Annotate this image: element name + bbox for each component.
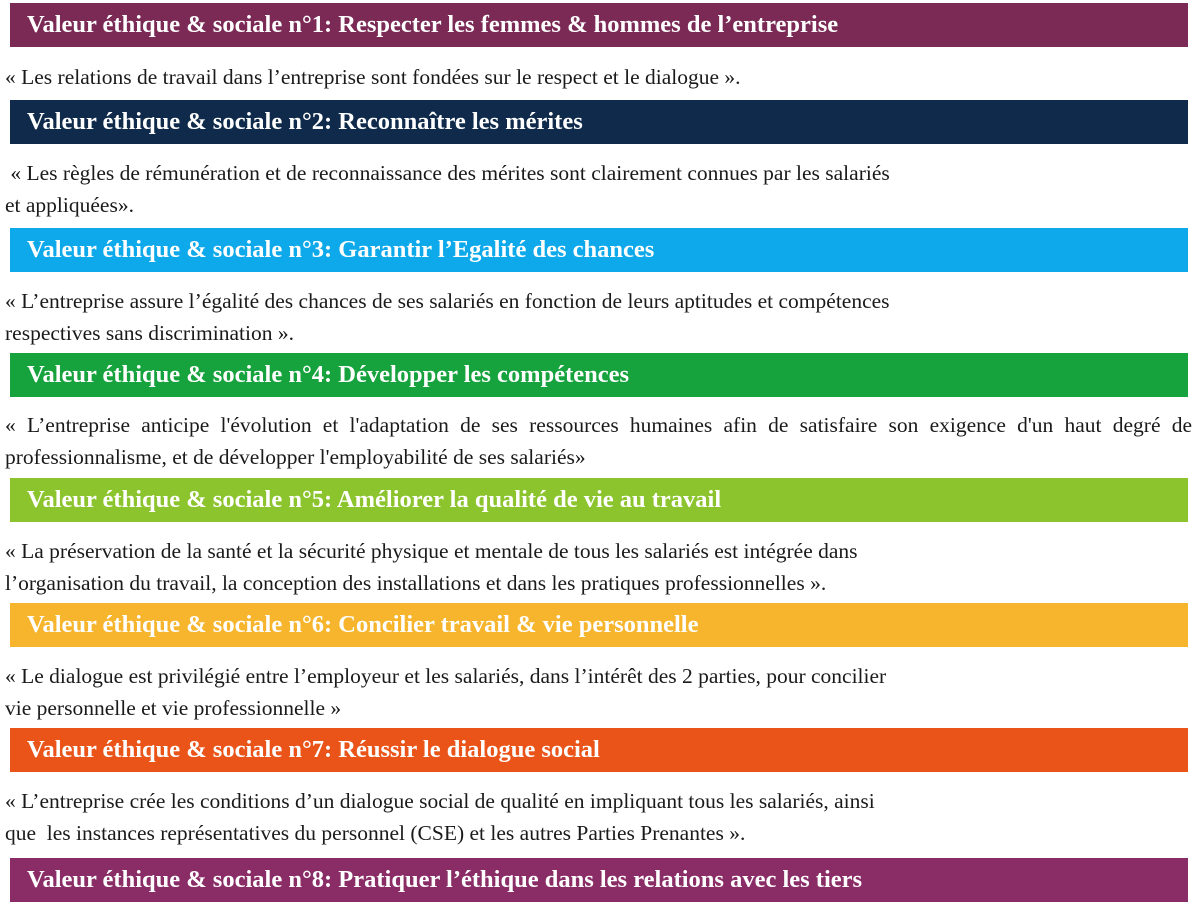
- value-1-description: [5, 61, 1192, 93]
- value-6-header: Valeur éthique & sociale n°6: Concilier travail & vie personnelle: [10, 603, 1188, 647]
- value-2-line-2: et appliquées».: [5, 193, 134, 217]
- value-6-description: [5, 660, 1192, 724]
- value-4-line-1: « L’entreprise anticipe l'évolution et l'adaptation de ses ressources humaines afin de satisfaire son: [5, 413, 919, 437]
- value-3-line-1: « L’entreprise assure l’égalité des chances de ses salariés en fonction de leurs aptitudes et compétences: [5, 289, 890, 313]
- value-2-header: Valeur éthique & sociale n°2: Reconnaître les mérites: [10, 100, 1188, 144]
- value-3-header: Valeur éthique & sociale n°3: Garantir l’Egalité des chances: [10, 228, 1188, 272]
- value-7-header: Valeur éthique & sociale n°7: Réussir le dialogue social: [10, 728, 1188, 772]
- value-3-line-2: respectives sans discrimination ».: [5, 321, 294, 345]
- value-6-line-1: « Le dialogue est privilégié entre l’employeur et les salariés, dans l’intérêt des 2 parties, pour concilier: [5, 664, 887, 688]
- value-1-line-1: « Les relations de travail dans l’entreprise sont fondées sur le respect et le dialogue ».: [5, 65, 741, 89]
- value-7-line-1: « L’entreprise crée les conditions d’un dialogue social de qualité en impliquant tous les salariés, ainsi: [5, 789, 875, 813]
- value-5-line-1: « La préservation de la santé et la sécurité physique et mentale de tous les salariés est intégrée dans: [5, 539, 858, 563]
- value-6-line-2: vie personnelle et vie professionnelle »: [5, 696, 342, 720]
- value-4-description: [5, 409, 1192, 473]
- value-1-header: Valeur éthique & sociale n°1: Respecter les femmes & hommes de l’entreprise: [10, 3, 1188, 47]
- value-4-line-2: exigence d'un haut degré de professionnalisme, et de développer l'employabilité de ses salariés»: [5, 413, 1192, 469]
- value-8-header: Valeur éthique & sociale n°8: Pratiquer l’éthique dans les relations avec les tiers: [10, 858, 1188, 902]
- value-5-line-2: l’organisation du travail, la conception des installations et dans les pratiques professionnelles ».: [5, 571, 827, 595]
- value-2-description: [5, 157, 1192, 221]
- value-7-description: [5, 785, 1192, 849]
- value-5-description: [5, 535, 1192, 599]
- value-5-header: Valeur éthique & sociale n°5: Améliorer la qualité de vie au travail: [10, 478, 1188, 522]
- value-4-header: Valeur éthique & sociale n°4: Développer les compétences: [10, 353, 1188, 397]
- value-2-line-1: « Les règles de rémunération et de reconnaissance des mérites sont clairement connues par les salariés: [5, 161, 890, 185]
- value-7-line-2: que les instances représentatives du personnel (CSE) et les autres Parties Prenantes ».: [5, 821, 746, 845]
- value-3-description: [5, 285, 1192, 349]
